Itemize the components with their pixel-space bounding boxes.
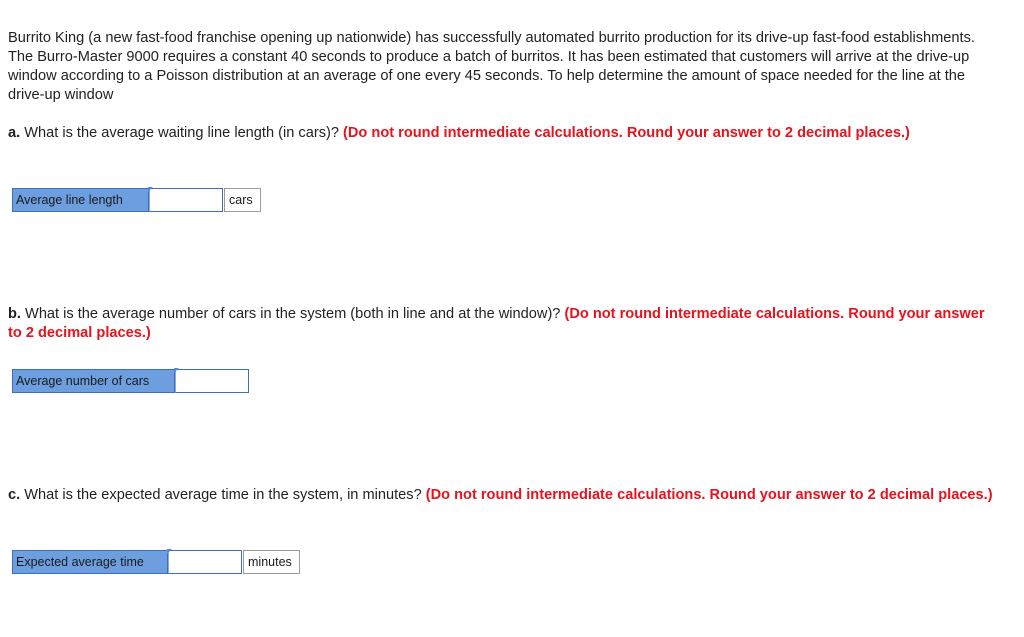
question-b-letter: b. [8,306,21,322]
answer-row-a [12,188,261,212]
answer-a-unit: cars [224,188,261,212]
average-number-of-cars-input[interactable] [175,369,249,393]
question-a-note: (Do not round intermediate calculations. Round your answer to 2 decimal places.) [343,125,910,141]
answer-row-c [12,550,300,574]
question-c-text: What is the expected average time in the system, in minutes? [20,487,426,503]
question-a-text: What is the average waiting line length (in cars)? [20,125,344,141]
answer-c-unit: minutes [243,550,300,574]
answer-b-input-wrap [175,369,249,393]
question-c [8,486,998,505]
average-line-length-input[interactable] [149,188,223,212]
question-a-letter: a. [8,125,21,141]
question-c-letter: c. [8,487,21,503]
expected-average-time-input[interactable] [168,550,242,574]
question-b-text: What is the average number of cars in the system (both in line and at the window)? [20,306,565,322]
problem-statement: Burrito King (a new fast-food franchise opening up nationwide) has successfully automated burrito production for its drive-up fast-food establishments. The Burro-Master 9000 requires a constant 40 seconds to produce a batch of burritos. It has been estimated that customers will arrive at the drive-up window according to a Poisson distribution at an average of one every 45 seconds. To help determine the amount of space needed for the line at the drive-up window [8,30,975,103]
answer-a-input-wrap [149,188,223,212]
answer-c-input-wrap [168,550,242,574]
question-b-note: (Do not round intermediate calculations. Round your answer to 2 decimal places.) [8,306,985,341]
question-c-note: (Do not round intermediate calculations. Round your answer to 2 decimal places.) [425,487,993,503]
answer-row-b [12,369,249,393]
question-b [8,305,998,343]
answer-c-label: Expected average time [12,550,168,574]
answer-a-label: Average line length [12,188,149,212]
question-a [8,124,998,143]
answer-b-label: Average number of cars [12,369,175,393]
